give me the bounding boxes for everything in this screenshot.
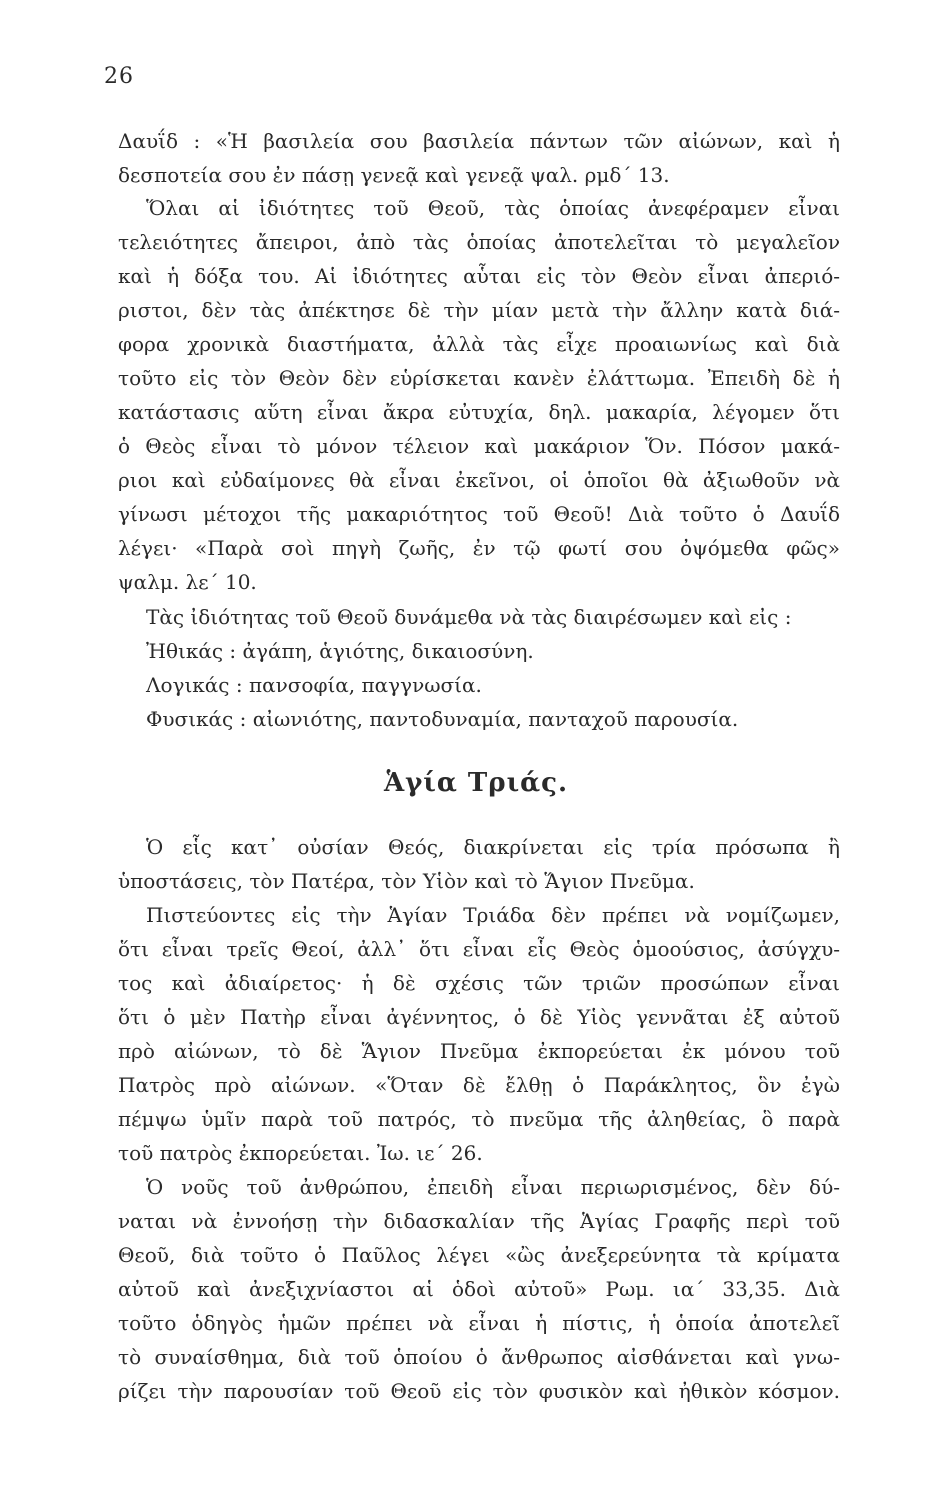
text-line: Θεοῦ, διὰ τοῦτο ὁ Παῦλος λέγει «ὢς ἀνεξερεύνητα τὰ κρίματα xyxy=(118,1243,840,1267)
text-line: Φυσικάς : αἰωνιότης, παντοδυναμία, πανταχοῦ παρουσία. xyxy=(146,707,739,731)
text-line: ὁ Θεὸς εἶναι τὸ μόνον τέλειον καὶ μακάριον Ὅν. Πόσον μακά- xyxy=(118,434,840,458)
text-line: τοῦτο εἰς τὸν Θεὸν δὲν εὑρίσκεται κανὲν ἐλάττωμα. Ἐπειδὴ δὲ ἡ xyxy=(118,366,840,390)
text-line: ναται νὰ ἐννοήσῃ τὴν διδασκαλίαν τῆς Ἁγίας Γραφῆς περὶ τοῦ xyxy=(118,1209,840,1233)
text-line: ὅτι εἶναι τρεῖς Θεοί, ἀλλ᾽ ὅτι εἶναι εἷς Θεὸς ὁμοούσιος, ἀσύγχυ- xyxy=(118,937,840,961)
text-line: τοῦτο ὁδηγὸς ἡμῶν πρέπει νὰ εἶναι ἡ πίστις, ἡ ὁποία ἀποτελεῖ xyxy=(118,1311,840,1335)
text-line: ὅτι ὁ μὲν Πατὴρ εἶναι ἀγέννητος, ὁ δὲ Υἱὸς γεννᾶται ἐξ αὐτοῦ xyxy=(118,1005,840,1029)
text-line: ρίζει τὴν παρουσίαν τοῦ Θεοῦ εἰς τὸν φυσικὸν καὶ ἠθικὸν κόσμον. xyxy=(118,1379,840,1403)
text-line: δεσποτεία σου ἐν πάσῃ γενεᾷ καὶ γενεᾷ ψαλ. ρμδ΄ 13. xyxy=(118,163,670,187)
text-line: ριστοι, δὲν τὰς ἀπέκτησε δὲ τὴν μίαν μετὰ τὴν ἄλλην κατὰ διά- xyxy=(118,298,840,322)
text-line: Ὅλαι αἱ ἰδιότητες τοῦ Θεοῦ, τὰς ὁποίας ἀνεφέραμεν εἶναι xyxy=(146,196,840,220)
text-line: κατάστασις αὕτη εἶναι ἄκρα εὐτυχία, δηλ. μακαρία, λέγομεν ὅτι xyxy=(118,400,840,424)
text-line: γίνωσι μέτοχοι τῆς μακαριότητος τοῦ Θεοῦ! Διὰ τοῦτο ὁ Δαυΐδ xyxy=(118,502,840,526)
text-line: ριοι καὶ εὐδαίμονες θὰ εἶναι ἐκεῖνοι, οἱ ὁποῖοι θὰ ἀξιωθοῦν νὰ xyxy=(118,468,840,492)
text-line: Ὁ νοῦς τοῦ ἀνθρώπου, ἐπειδὴ εἶναι περιωρισμένος, δὲν δύ- xyxy=(146,1175,840,1199)
text-line: ὑποστάσεις, τὸν Πατέρα, τὸν Υἱὸν καὶ τὸ Ἅγιον Πνεῦμα. xyxy=(118,869,695,893)
text-line: Τὰς ἰδιότητας τοῦ Θεοῦ δυνάμεθα νὰ τὰς διαιρέσωμεν καὶ εἰς : xyxy=(146,605,792,629)
text-line: τὸ συναίσθημα, διὰ τοῦ ὁποίου ὁ ἄνθρωπος αἰσθάνεται καὶ γνω- xyxy=(118,1345,840,1369)
text-line: πρὸ αἰώνων, τὸ δὲ Ἅγιον Πνεῦμα ἐκπορεύεται ἐκ μόνου τοῦ xyxy=(118,1039,840,1063)
page-number: 26 xyxy=(104,64,134,89)
text-line: πέμψω ὑμῖν παρὰ τοῦ πατρός, τὸ πνεῦμα τῆς ἀληθείας, ὃ παρὰ xyxy=(118,1107,840,1131)
text-line: αὐτοῦ καὶ ἀνεξιχνίαστοι αἱ ὁδοὶ αὐτοῦ» Ρωμ. ια΄ 33,35. Διὰ xyxy=(118,1277,840,1301)
text-line: λέγει· «Παρὰ σοὶ πηγὴ ζωῆς, ἐν τῷ φωτί σου ὀψόμεθα φῶς» xyxy=(118,536,840,560)
text-line: καὶ ἡ δόξα του. Αἱ ἰδιότητες αὗται εἰς τὸν Θεὸν εἶναι ἀπεριό- xyxy=(118,264,840,288)
text-line: Πατρὸς πρὸ αἰώνων. «Ὅταν δὲ ἔλθῃ ὁ Παράκλητος, ὃν ἐγὼ xyxy=(118,1073,840,1097)
text-line: τελειότητες ἄπειροι, ἀπὸ τὰς ὁποίας ἀποτελεῖται τὸ μεγαλεῖον xyxy=(118,230,840,254)
text-line: Δαυΐδ : «Ἡ βασιλεία σου βασιλεία πάντων τῶν αἰώνων, καὶ ἡ xyxy=(118,129,840,153)
text-line: ψαλμ. λε΄ 10. xyxy=(118,570,257,594)
text-line: Λογικάς : πανσοφία, παγγνωσία. xyxy=(146,673,482,697)
section-heading: Ἁγία Τριάς. xyxy=(383,768,569,798)
text-line: φορα χρονικὰ διαστήματα, ἀλλὰ τὰς εἶχε προαιωνίως καὶ διὰ xyxy=(118,332,840,356)
text-line: Ἠθικάς : ἀγάπη, ἁγιότης, δικαιοσύνη. xyxy=(146,639,534,663)
text-line: τος καὶ ἀδιαίρετος· ἡ δὲ σχέσις τῶν τριῶν προσώπων εἶναι xyxy=(118,971,840,995)
text-line: τοῦ πατρὸς ἐκπορεύεται. Ἰω. ιε΄ 26. xyxy=(118,1141,483,1165)
text-line: Ὁ εἷς κατ᾽ οὐσίαν Θεός, διακρίνεται εἰς τρία πρόσωπα ἢ xyxy=(146,835,840,859)
text-line: Πιστεύοντες εἰς τὴν Ἁγίαν Τριάδα δὲν πρέπει νὰ νομίζωμεν, xyxy=(146,903,840,927)
